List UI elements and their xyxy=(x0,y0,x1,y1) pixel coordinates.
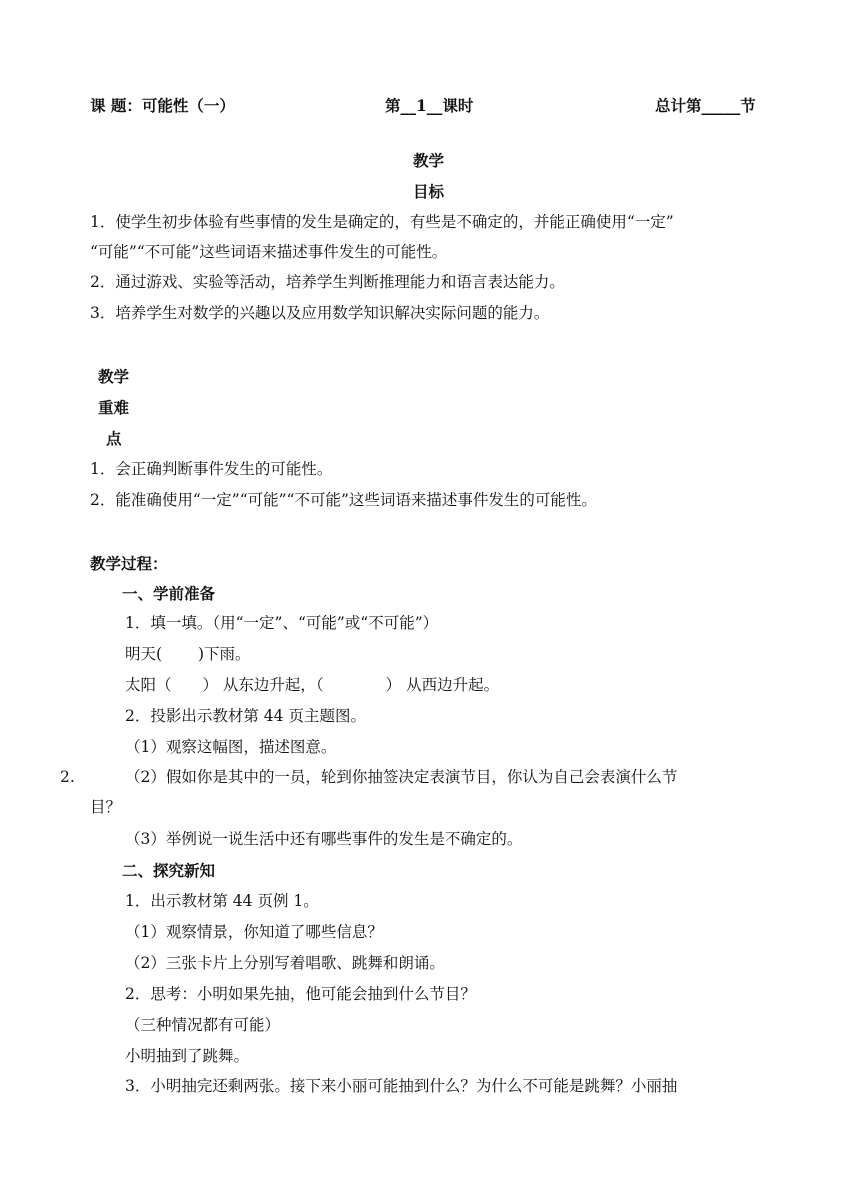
section2-line: 3．小明抽完还剩两张。接下来小丽可能抽到什么？为什么不可能是跳舞？小丽抽 xyxy=(125,1077,678,1095)
total-lesson-field: 总计第_____节 xyxy=(655,96,756,115)
section2-line: 1．出示教材第 44 页例 1。 xyxy=(125,892,319,910)
objective-line: 1．使学生初步体验有些事情的发生是确定的，有些是不确定的，并能正确使用“一定” xyxy=(90,213,674,231)
section1-q2-line1: （2）假如你是其中的一员，轮到你抽签决定表演节目，你认为自己会表演什么节 xyxy=(125,768,678,786)
section1-line: 明天( )下雨。 xyxy=(125,645,251,663)
margin-number: 2. xyxy=(60,768,75,786)
lesson-suffix: 课时 xyxy=(442,96,474,115)
keypoints-title-line3: 点 xyxy=(106,429,122,448)
section2-line: （2）三张卡片上分别写着唱歌、跳舞和朗诵。 xyxy=(125,954,445,972)
keypoint-line: 1．会正确判断事件发生的可能性。 xyxy=(90,460,333,478)
keypoint-line: 2．能准确使用“一定”“可能”“不可能”这些词语来描述事件发生的可能性。 xyxy=(90,491,597,509)
section1-q3: （3）举例说一说生活中还有哪些事件的发生是不确定的。 xyxy=(125,830,523,848)
section1-line: 2．投影出示教材第 44 页主题图。 xyxy=(125,707,366,725)
section1-line: 太阳（ ） 从东边升起，（ ） 从西边升起。 xyxy=(125,676,500,694)
keypoints-title-line2: 重难 xyxy=(98,398,130,417)
objectives-title-line2: 目标 xyxy=(413,182,445,201)
objective-line: 2．通过游戏、实验等活动，培养学生判断推理能力和语言表达能力。 xyxy=(90,273,565,291)
lesson-number-field xyxy=(385,98,473,114)
objectives-title-line1: 教学 xyxy=(413,151,445,170)
section1-title: 一、学前准备 xyxy=(122,584,216,603)
lesson-topic: 课 题：可能性（一） xyxy=(90,96,235,115)
section2-line: （1）观察情景，你知道了哪些信息？ xyxy=(125,923,383,941)
section1-line: 1．填一填。（用“一定”、“可能”或“不可能”） xyxy=(125,614,439,632)
section2-line: 2．思考：小明如果先抽，他可能会抽到什么节目？ xyxy=(125,985,476,1003)
section2-line: 小明抽到了跳舞。 xyxy=(125,1047,250,1065)
section2-line: （三种情况都有可能） xyxy=(125,1016,281,1034)
section2-title: 二、探究新知 xyxy=(122,861,216,880)
lesson-number: __1__ xyxy=(400,96,443,115)
section1-line: （1）观察这幅图，描述图意。 xyxy=(125,738,337,756)
objective-line: “可能”“不可能”这些词语来描述事件发生的可能性。 xyxy=(90,243,448,261)
lesson-prefix: 第 xyxy=(385,96,401,115)
process-title: 教学过程： xyxy=(90,554,168,573)
objective-line: 3．培养学生对数学的兴趣以及应用数学知识解决实际问题的能力。 xyxy=(90,304,550,322)
section1-q2-line2: 目？ xyxy=(90,798,122,816)
keypoints-title-line1: 教学 xyxy=(98,367,130,386)
